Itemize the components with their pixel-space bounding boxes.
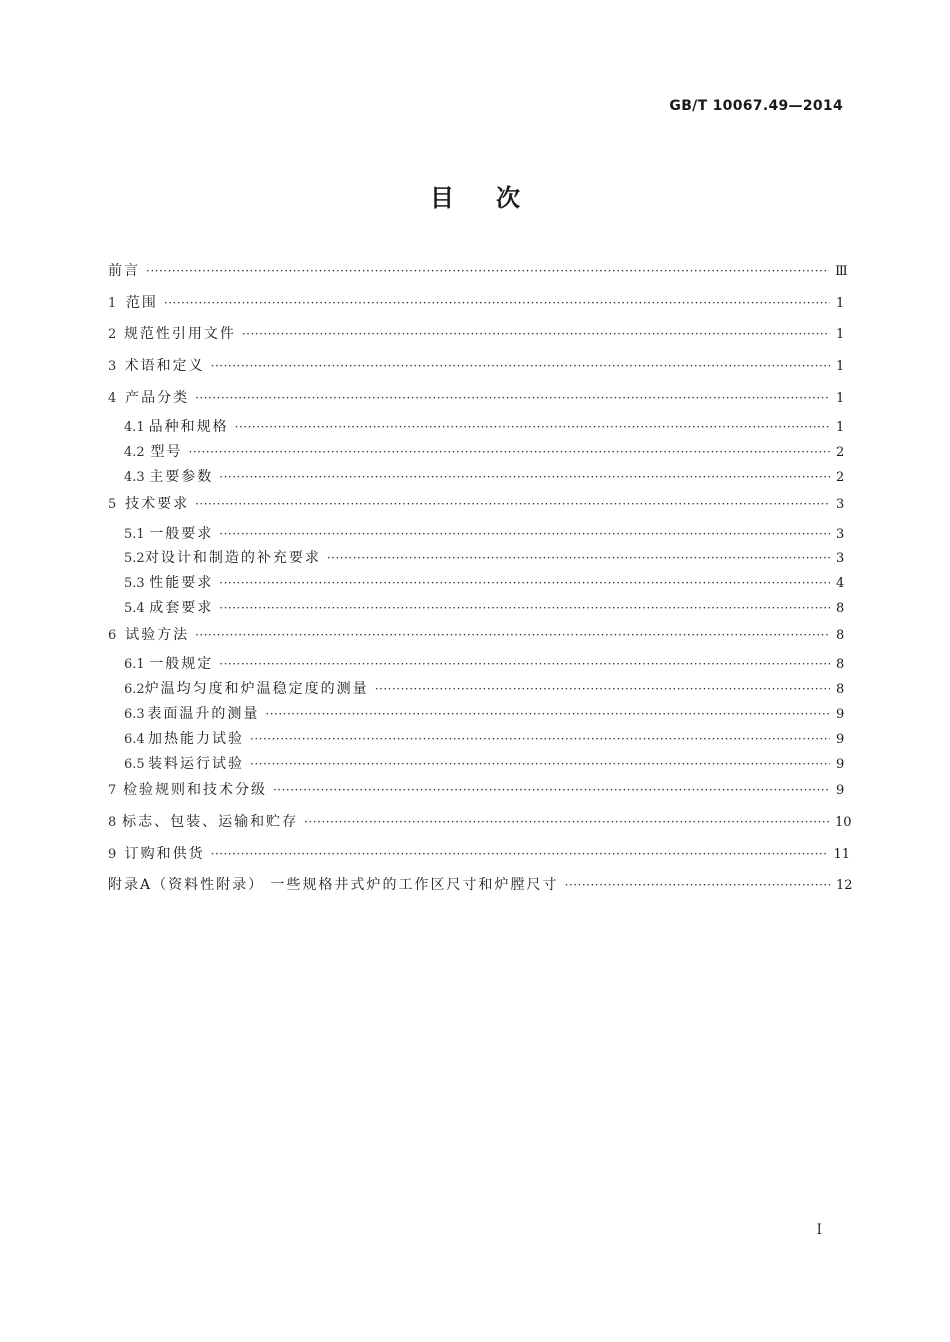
toc-entry-number: 6.2 xyxy=(124,682,145,698)
toc-entry-title: 检验规则和技术分级 xyxy=(122,782,267,799)
toc-entry-title: 装料运行试验 xyxy=(148,755,244,772)
toc-dot-leader xyxy=(195,628,830,642)
toc-entry-page: 10 xyxy=(835,815,852,831)
toc-entry[interactable] xyxy=(108,653,844,678)
toc-dot-leader xyxy=(195,497,830,511)
toc-entry-page: 11 xyxy=(833,846,850,862)
toc-dot-leader xyxy=(219,601,830,615)
toc-entry-number: 6.1 xyxy=(124,657,145,673)
toc-dot-leader xyxy=(235,420,830,434)
toc-entry-page: 12 xyxy=(836,878,853,894)
toc-entry[interactable] xyxy=(108,728,844,753)
toc-entry-number: 4.3 xyxy=(124,470,145,486)
toc-entry[interactable] xyxy=(108,597,844,622)
toc-entry-number: 4.1 xyxy=(124,420,145,436)
toc-entry-number: 8 xyxy=(108,815,117,831)
toc-entry[interactable] xyxy=(108,572,844,597)
toc-entry[interactable] xyxy=(108,258,848,290)
toc-entry[interactable] xyxy=(108,547,844,572)
toc-entry-page: 9 xyxy=(836,783,845,799)
toc-entry-number: 9 xyxy=(108,846,117,862)
toc-entry-title: 性能要求 xyxy=(149,575,214,592)
toc-dot-leader xyxy=(327,551,830,565)
toc-dot-leader xyxy=(211,359,830,373)
toc-dot-leader xyxy=(211,847,828,861)
toc-dot-leader xyxy=(250,757,830,771)
toc-dot-leader xyxy=(219,470,830,484)
toc-entry[interactable] xyxy=(108,777,844,809)
toc-dot-leader xyxy=(195,391,830,405)
toc-entry-number: 6 xyxy=(108,627,117,643)
toc-entry-title: 一般规定 xyxy=(149,656,214,673)
toc-entry-page: 1 xyxy=(836,359,845,375)
toc-entry[interactable] xyxy=(108,703,844,728)
page-title: 目次 xyxy=(430,184,562,212)
toc-entry[interactable] xyxy=(108,466,844,491)
toc-dot-leader xyxy=(265,707,830,721)
toc-entry-page: 9 xyxy=(836,706,845,722)
toc-dot-leader xyxy=(375,682,830,696)
toc-entry[interactable] xyxy=(108,290,844,322)
toc-entry-number: 7 xyxy=(108,783,117,799)
toc-entry[interactable] xyxy=(108,491,844,523)
toc-entry-title: 标志、包装、运输和贮存 xyxy=(122,814,299,831)
toc-entry-page: 1 xyxy=(836,390,845,406)
toc-entry[interactable] xyxy=(108,416,844,441)
toc-entry-page: 1 xyxy=(836,295,845,311)
toc-entry-title: 表面温升的测量 xyxy=(147,705,260,722)
toc-entry-page: 9 xyxy=(836,731,845,747)
toc-entry-number: 1 xyxy=(108,295,117,311)
toc-dot-leader xyxy=(250,732,830,746)
toc-dot-leader xyxy=(219,576,830,590)
toc-entry[interactable] xyxy=(108,872,853,904)
toc-entry[interactable] xyxy=(108,678,844,703)
toc-entry-title: 产品分类 xyxy=(125,389,190,406)
toc-dot-leader xyxy=(242,327,830,341)
standard-number: GB/T 10067.49—2014 xyxy=(669,98,843,114)
toc-dot-leader xyxy=(219,527,830,541)
toc-entry-title: 前言 xyxy=(108,263,140,279)
toc-entry[interactable] xyxy=(108,841,850,873)
toc-entry-title: 加热能力试验 xyxy=(148,730,244,747)
toc-entry-number: 5.4 xyxy=(124,600,145,616)
toc-entry-title: 试验方法 xyxy=(125,626,190,643)
toc-entry-title: 范围 xyxy=(125,294,158,311)
toc-entry-title: 对设计和制造的补充要求 xyxy=(144,550,321,567)
toc-entry-page: 8 xyxy=(836,627,845,643)
page-number: I xyxy=(816,1222,822,1238)
toc-entry[interactable] xyxy=(108,753,844,778)
toc-dot-leader xyxy=(164,296,830,310)
toc-entry-number: 4 xyxy=(108,390,117,406)
toc-entry[interactable] xyxy=(108,622,844,654)
toc-dot-leader xyxy=(146,264,829,278)
toc-entry-title: 型号 xyxy=(150,444,183,461)
toc-entry-number: 5.1 xyxy=(124,526,145,542)
toc-dot-leader xyxy=(189,445,830,459)
toc-dot-leader xyxy=(565,878,830,892)
toc-entry[interactable] xyxy=(108,321,844,353)
toc-entry-title: 附录A（资料性附录） 一些规格井式炉的工作区尺寸和炉膛尺寸 xyxy=(108,877,559,894)
toc-entry-page: 3 xyxy=(836,551,845,567)
toc-entry-title: 炉温均匀度和炉温稳定度的测量 xyxy=(144,681,369,698)
toc-entry-page: 4 xyxy=(836,576,845,592)
toc-entry-title: 技术要求 xyxy=(125,495,190,512)
toc-entry-page: 3 xyxy=(836,496,845,512)
toc-entry-title: 成套要求 xyxy=(149,599,214,616)
toc-entry-page: 2 xyxy=(836,470,845,486)
toc-entry-title: 品种和规格 xyxy=(148,419,229,436)
toc-entry-title: 一般要求 xyxy=(149,525,214,542)
toc-dot-leader xyxy=(304,815,829,829)
toc-entry-number: 5.2 xyxy=(124,551,145,567)
toc-entry[interactable] xyxy=(108,353,844,385)
toc-entry[interactable] xyxy=(108,385,844,417)
toc-entry-page: 8 xyxy=(836,600,845,616)
toc-entry-number: 6.5 xyxy=(124,756,145,772)
toc-entry-page: 1 xyxy=(836,327,845,343)
toc-entry-page: 9 xyxy=(836,756,845,772)
toc-entry[interactable] xyxy=(108,809,852,841)
toc-entry-number: 5 xyxy=(108,496,117,512)
toc-dot-leader xyxy=(219,657,830,671)
toc-entry-number: 5.3 xyxy=(124,576,145,592)
toc-entry-number: 3 xyxy=(108,359,117,375)
toc-entry-page: 8 xyxy=(836,657,845,673)
toc-entry[interactable] xyxy=(108,523,844,548)
toc-dot-leader xyxy=(273,783,830,797)
toc-entry-page: 2 xyxy=(836,445,845,461)
toc-entry-number: 6.4 xyxy=(124,731,145,747)
toc-entry-title: 订购和供货 xyxy=(124,845,205,862)
toc-entry[interactable] xyxy=(108,441,844,466)
toc-entry-title: 主要参数 xyxy=(149,469,214,486)
toc-entry-number: 2 xyxy=(108,327,117,343)
toc-entry-page: Ⅲ xyxy=(835,264,848,279)
toc-entry-page: 3 xyxy=(836,526,845,542)
toc-entry-title: 术语和定义 xyxy=(124,358,205,375)
toc-entry-page: 1 xyxy=(836,420,845,436)
toc-entry-page: 8 xyxy=(836,682,845,698)
toc-entry-number: 4.2 xyxy=(124,445,145,461)
toc-entry-title: 规范性引用文件 xyxy=(123,326,236,343)
toc-entry-number: 6.3 xyxy=(124,706,145,722)
table-of-contents xyxy=(108,258,853,904)
